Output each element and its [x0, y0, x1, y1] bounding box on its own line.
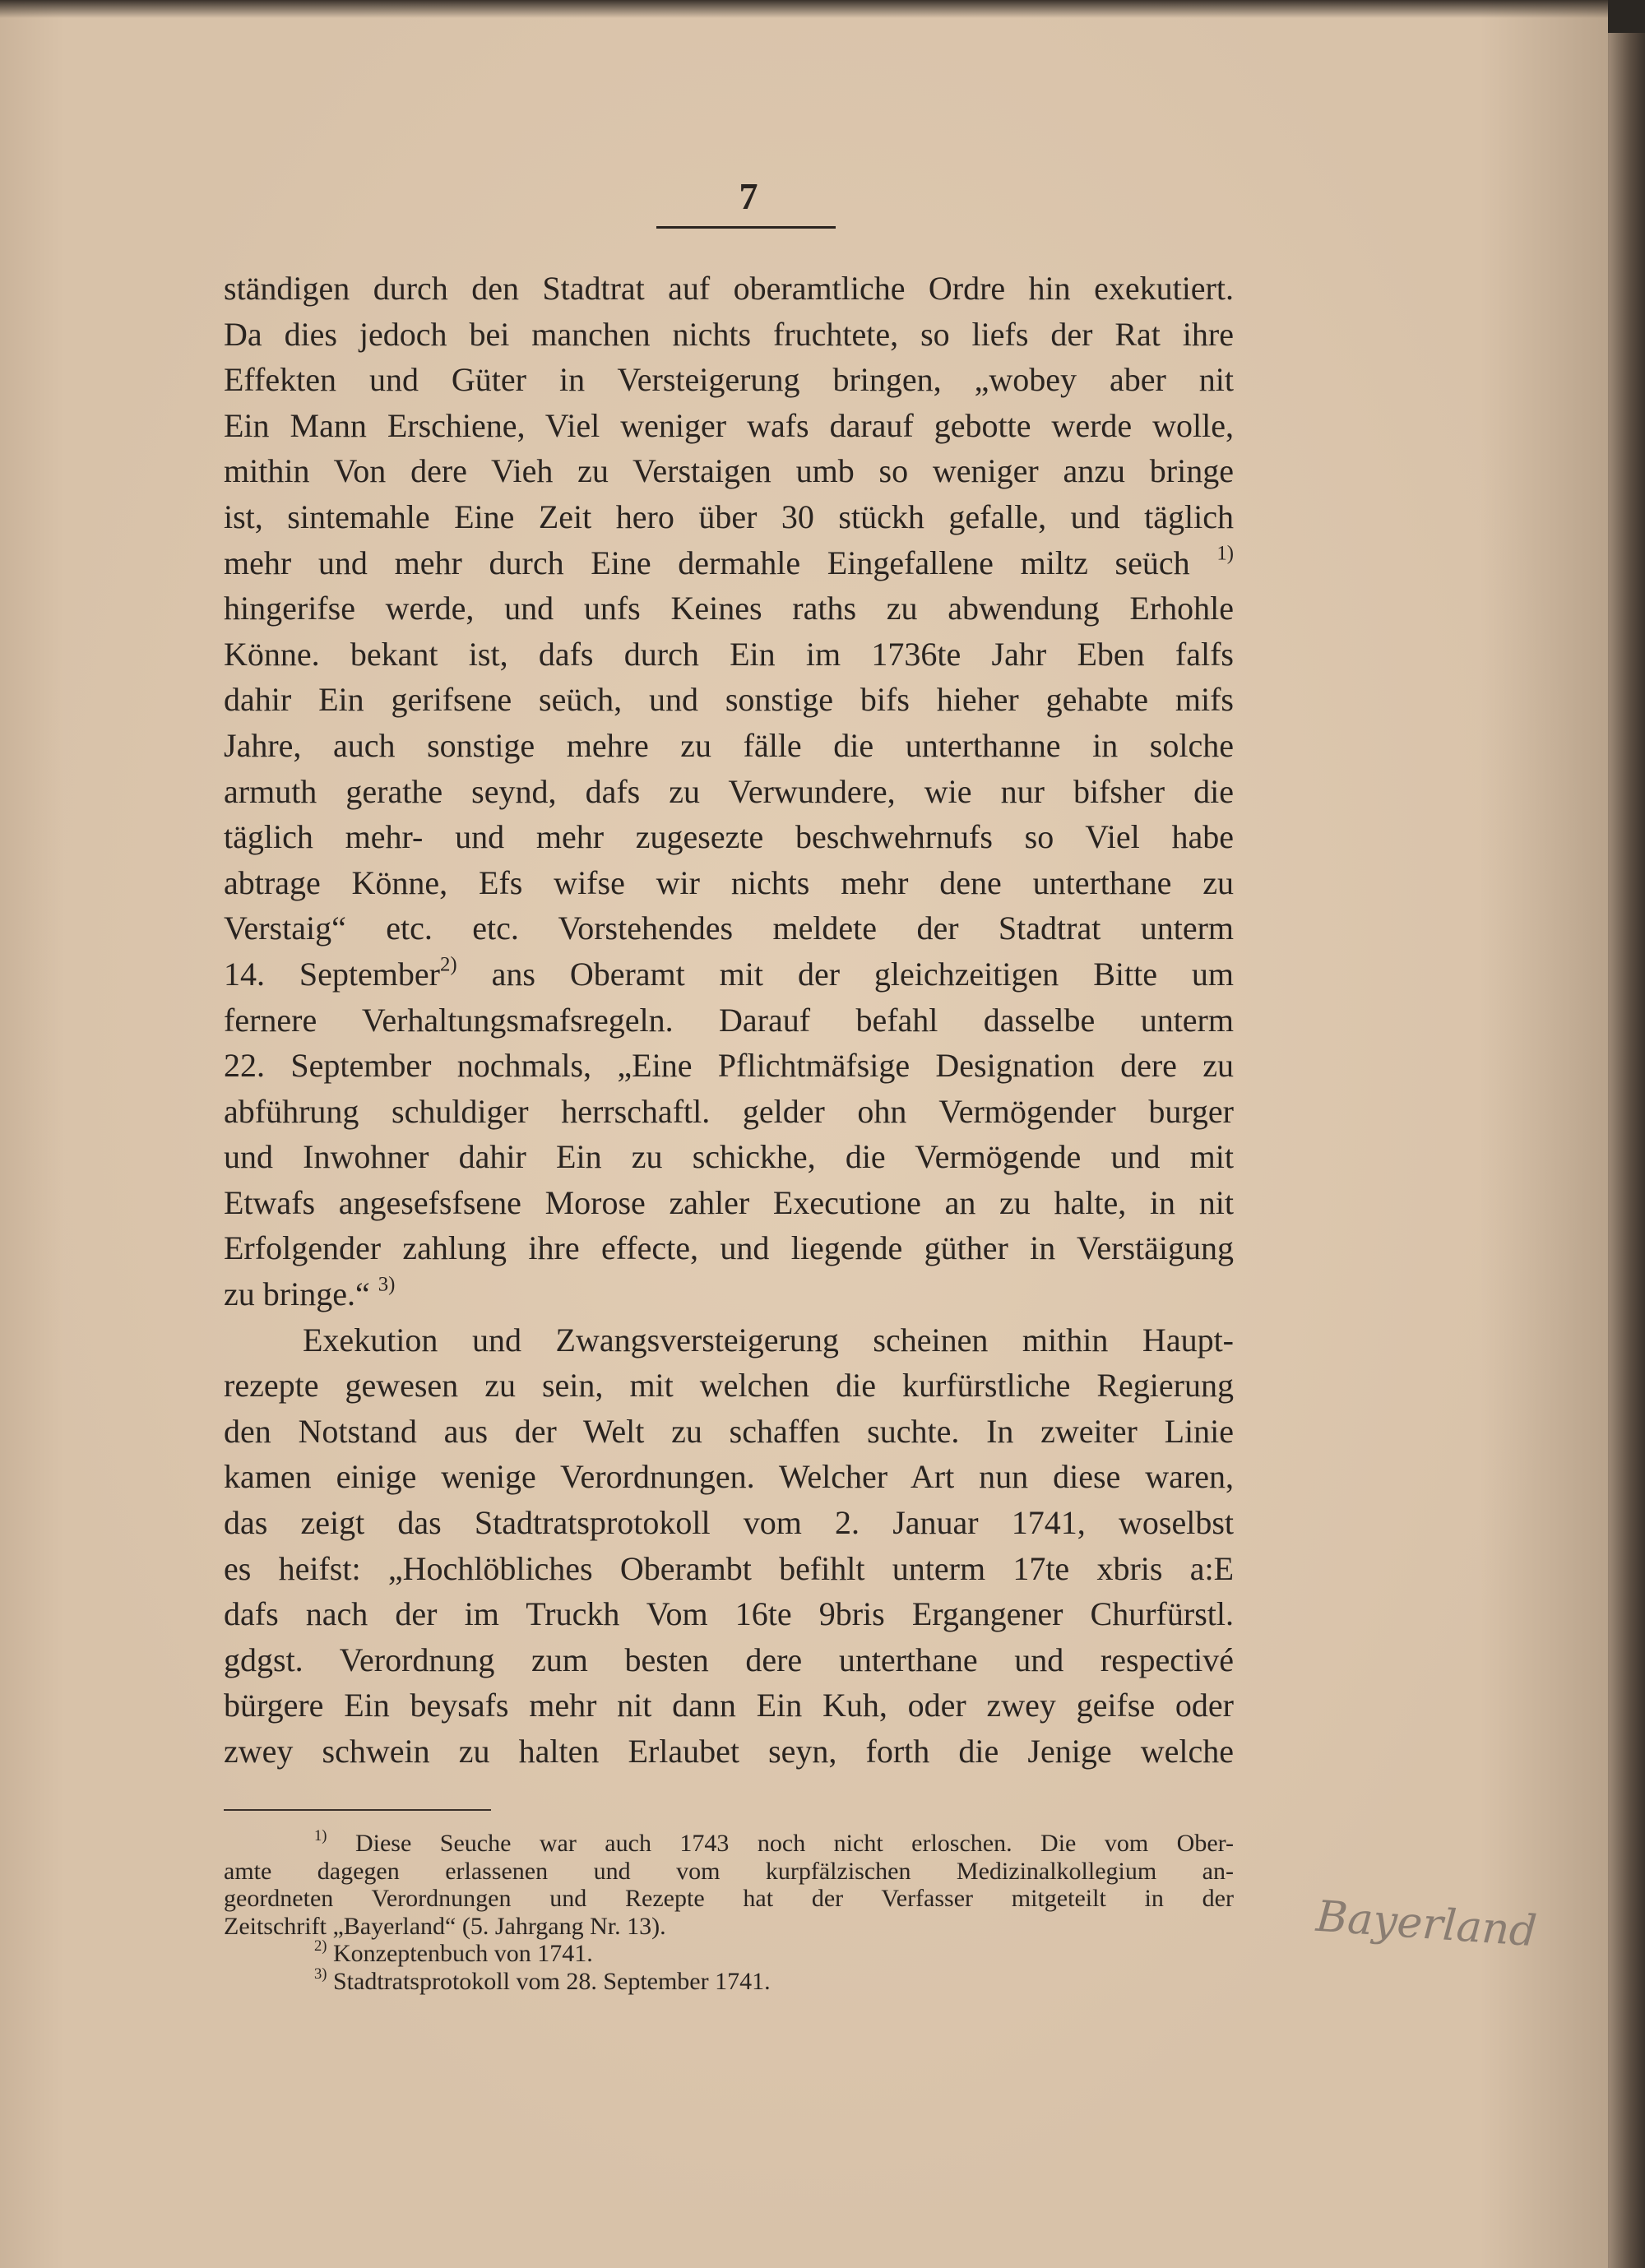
handwritten-margin-note: Bayerland — [1314, 1891, 1539, 1957]
body-line: Verstaig“ etc. etc. Vorstehendes meldete der Stadtrat unterm — [224, 910, 1234, 947]
body-line: rezepte gewesen zu sein, mit welchen die kurfürstliche Regierung — [224, 1367, 1234, 1405]
body-line: Exekution und Zwangsversteigerung scheinen mithin Haupt- — [303, 1321, 1234, 1358]
body-line: Erfolgender zahlung ihre effecte, und liegende güther in Verstäigung — [224, 1229, 1234, 1267]
body-line: abtrage Könne, Efs wifse wir nichts mehr dene unterthane zu — [224, 863, 1234, 901]
body-line: gdgst. Verordnung zum besten dere unterthane und respectivé — [224, 1641, 1234, 1678]
body-line: mithin Von dere Vieh zu Verstaigen umb so weniger anzu bringe — [224, 452, 1234, 490]
body-line: Da dies jedoch bei manchen nichts fruchtete, so liefs der Rat ihre — [224, 315, 1234, 353]
footnote-marker: 3) — [378, 1273, 396, 1296]
footnote-1: $^{1)}$ Diese Seuche war auch 1743 noch nicht erloschen. Die vom Ober- — [314, 1826, 1235, 1857]
body-line: abführung schuldiger herrschaftl. gelder ohn Vermögender burger — [224, 1092, 1234, 1130]
body-line: zwey schwein zu halten Erlaubet seyn, forth die Jenige welche — [224, 1733, 1234, 1770]
footnote-2: $^{2)}$ Konzeptenbuch von 1741. — [314, 1937, 593, 1967]
body-line — [224, 540, 1234, 586]
body-line: und Inwohner dahir Ein zu schickhe, die Vermögende und mit — [224, 1138, 1234, 1176]
footnote-number: 1) — [314, 1826, 327, 1844]
body-line — [224, 1271, 1234, 1317]
body-line: Jahre, auch sonstige mehre zu fälle die unterthanne in solche — [224, 726, 1234, 764]
footnote-marker: 2) — [439, 953, 457, 976]
body-text — [224, 266, 1234, 1775]
footnote-1-line: geordneten Verordnungen und Rezepte hat der Verfasser mitgeteilt in der — [224, 1885, 1234, 1912]
footnote-3: $^{3)}$ Stadtratsprotokoll vom 28. September 1741. — [314, 1965, 771, 1995]
body-line: Ein Mann Erschiene, Viel weniger wafs darauf gebotte werde wolle, — [224, 406, 1234, 444]
body-line: das zeigt das Stadtratsprotokoll vom 2. Januar 1741, woselbst — [224, 1504, 1234, 1542]
footnote-rule — [224, 1809, 491, 1811]
body-line: den Notstand aus der Welt zu schaffen suchte. In zweiter Linie — [224, 1412, 1234, 1450]
body-line: es heifst: „Hochlöbliches Oberambt befihlt unterm 17te xbris a:E — [224, 1549, 1234, 1587]
body-line: Effekten und Güter in Versteigerung bringen, „wobey aber nit — [224, 361, 1234, 399]
footnote-1-line: Zeitschrift „Bayerland“ (5. Jahrgang Nr. 13). — [224, 1912, 666, 1940]
footnotes — [224, 1826, 1235, 1995]
body-line: dahir Ein gerifsene seüch, und sonstige bifs hieher gehabte mifs — [224, 681, 1234, 719]
body-line-text: 14. September — [224, 955, 440, 993]
body-line: täglich mehr- und mehr zugesezte beschwehrnufs so Viel habe — [224, 818, 1234, 856]
footnote-number: 2) — [314, 1937, 327, 1955]
page-top-shadow — [0, 0, 1608, 18]
body-line: fernere Verhaltungsmafsregeln. Darauf befahl dasselbe unterm — [224, 1001, 1234, 1039]
body-line: Etwafs angesefsfsene Morose zahler Executione an zu halte, in nit — [224, 1183, 1234, 1221]
body-line: dafs nach der im Truckh Vom 16te 9bris Ergangener Churfürstl. — [224, 1595, 1234, 1633]
page-number-rule — [656, 226, 836, 229]
page-number: 7 — [739, 175, 758, 217]
body-line: ständigen durch den Stadtrat auf oberamtliche Ordre hin exekutiert. — [224, 270, 1234, 307]
body-line: 22. September nochmals, „Eine Pflichtmäfsige Designation dere zu — [224, 1047, 1234, 1085]
footnote-number: 3) — [314, 1965, 327, 1983]
footnote-marker: 1) — [1216, 542, 1235, 565]
body-line: armuth gerathe seynd, dafs zu Verwundere, wie nur bifsher die — [224, 772, 1234, 810]
body-line: bürgere Ein beysafs mehr nit dann Ein Kuh, oder zwey geifse oder — [224, 1687, 1234, 1724]
body-line-text: ans Oberamt mit der gleichzeitigen Bitte um — [491, 955, 1234, 993]
body-line — [224, 951, 1234, 997]
body-line-text: mehr und mehr durch Eine dermahle Eingefallene miltz seüch — [224, 544, 1190, 581]
body-line: hingerifse werde, und unfs Keines raths zu abwendung Erhohle — [224, 590, 1234, 627]
body-line: ist, sintemahle Eine Zeit hero über 30 stückh gefalle, und täglich — [224, 498, 1234, 535]
body-line: Könne. bekant ist, dafs durch Ein im 1736te Jahr Eben falfs — [224, 635, 1234, 673]
body-line: kamen einige wenige Verordnungen. Welcher Art nun diese waren, — [224, 1458, 1234, 1496]
footnote-1-line: amte dagegen erlassenen und vom kurpfälzischen Medizinalkollegium an- — [224, 1857, 1234, 1885]
body-line-text: zu bringe.“ — [224, 1275, 370, 1313]
